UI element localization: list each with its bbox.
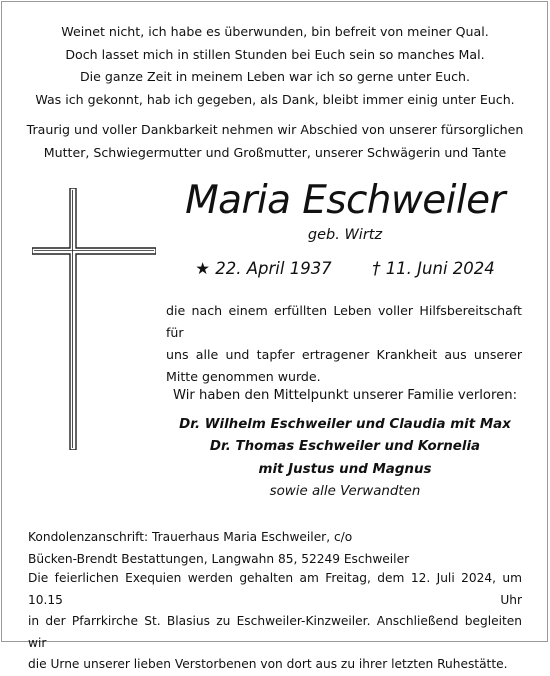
poem-line: Doch lasset mich in stillen Stunden bei Euch sein so manches Mal. xyxy=(65,46,485,62)
star-icon: ★ xyxy=(195,259,210,278)
description-line: die nach einem erfüllten Leben voller Hilfsbereitschaft für xyxy=(166,303,522,340)
relatives-line: sowie alle Verwandten xyxy=(269,483,421,499)
mourner-line: Dr. Wilhelm Eschweiler und Claudia mit Max xyxy=(179,417,511,432)
intro-line: Traurig und voller Dankbarkeit nehmen wir Abschied von unserer fürsorglichen xyxy=(26,122,524,137)
description-line: Mitte genommen wurde. xyxy=(166,369,321,384)
mourners-list xyxy=(160,414,530,503)
funeral-line: Die feierlichen Exequien werden gehalten am Freitag, dem 12. Juli 2024, um 10.15 Uhr xyxy=(28,571,522,607)
deceased-name: Maria Eschweiler xyxy=(185,178,505,223)
mourner-line: Dr. Thomas Eschweiler und Kornelia xyxy=(209,439,481,455)
funeral-line: die Urne unserer lieben Verstorbenen von dort aus zu ihrer letzten Ruhestätte. xyxy=(28,657,508,671)
cross-icon xyxy=(32,188,156,450)
family-statement: Wir haben den Mittelpunkt unserer Familie verloren: xyxy=(172,388,518,403)
condolence-line: Bücken-Brendt Bestattungen, Langwahn 85, 52249 Eschweiler xyxy=(28,552,410,566)
poem-line: Die ganze Zeit in meinem Leben war ich so gerne unter Euch. xyxy=(79,69,471,85)
death-date: 11. Juni 2024 xyxy=(385,259,495,278)
poem-line: Weinet nicht, ich habe es überwunden, bin befreit von meiner Qual. xyxy=(61,24,489,39)
funeral-line: in der Pfarrkirche St. Blasius zu Eschweiler-Kinzweiler. Anschließend begleiten wir xyxy=(28,614,522,650)
dagger-icon: † xyxy=(372,259,381,278)
poem xyxy=(0,21,550,112)
description xyxy=(166,300,522,388)
birth-date: 22. April 1937 xyxy=(215,259,332,278)
life-dates xyxy=(160,255,530,283)
description-line: uns alle und tapfer ertragener Krankheit aus unserer xyxy=(166,347,522,362)
intro-text xyxy=(0,119,550,164)
intro-line: Mutter, Schwiegermutter und Großmutter, unserer Schwägerin und Tante xyxy=(43,144,507,160)
mourner-line: mit Justus und Magnus xyxy=(258,461,432,477)
poem-line: Was ich gekonnt, hab ich gegeben, als Dank, bleibt immer einig unter Euch. xyxy=(35,92,515,108)
condolence-address xyxy=(28,526,528,570)
maiden-name: geb. Wirtz xyxy=(307,227,383,243)
funeral-info xyxy=(28,568,522,676)
condolence-line: Kondolenzanschrift: Trauerhaus Maria Eschweiler, c/o xyxy=(28,530,353,544)
